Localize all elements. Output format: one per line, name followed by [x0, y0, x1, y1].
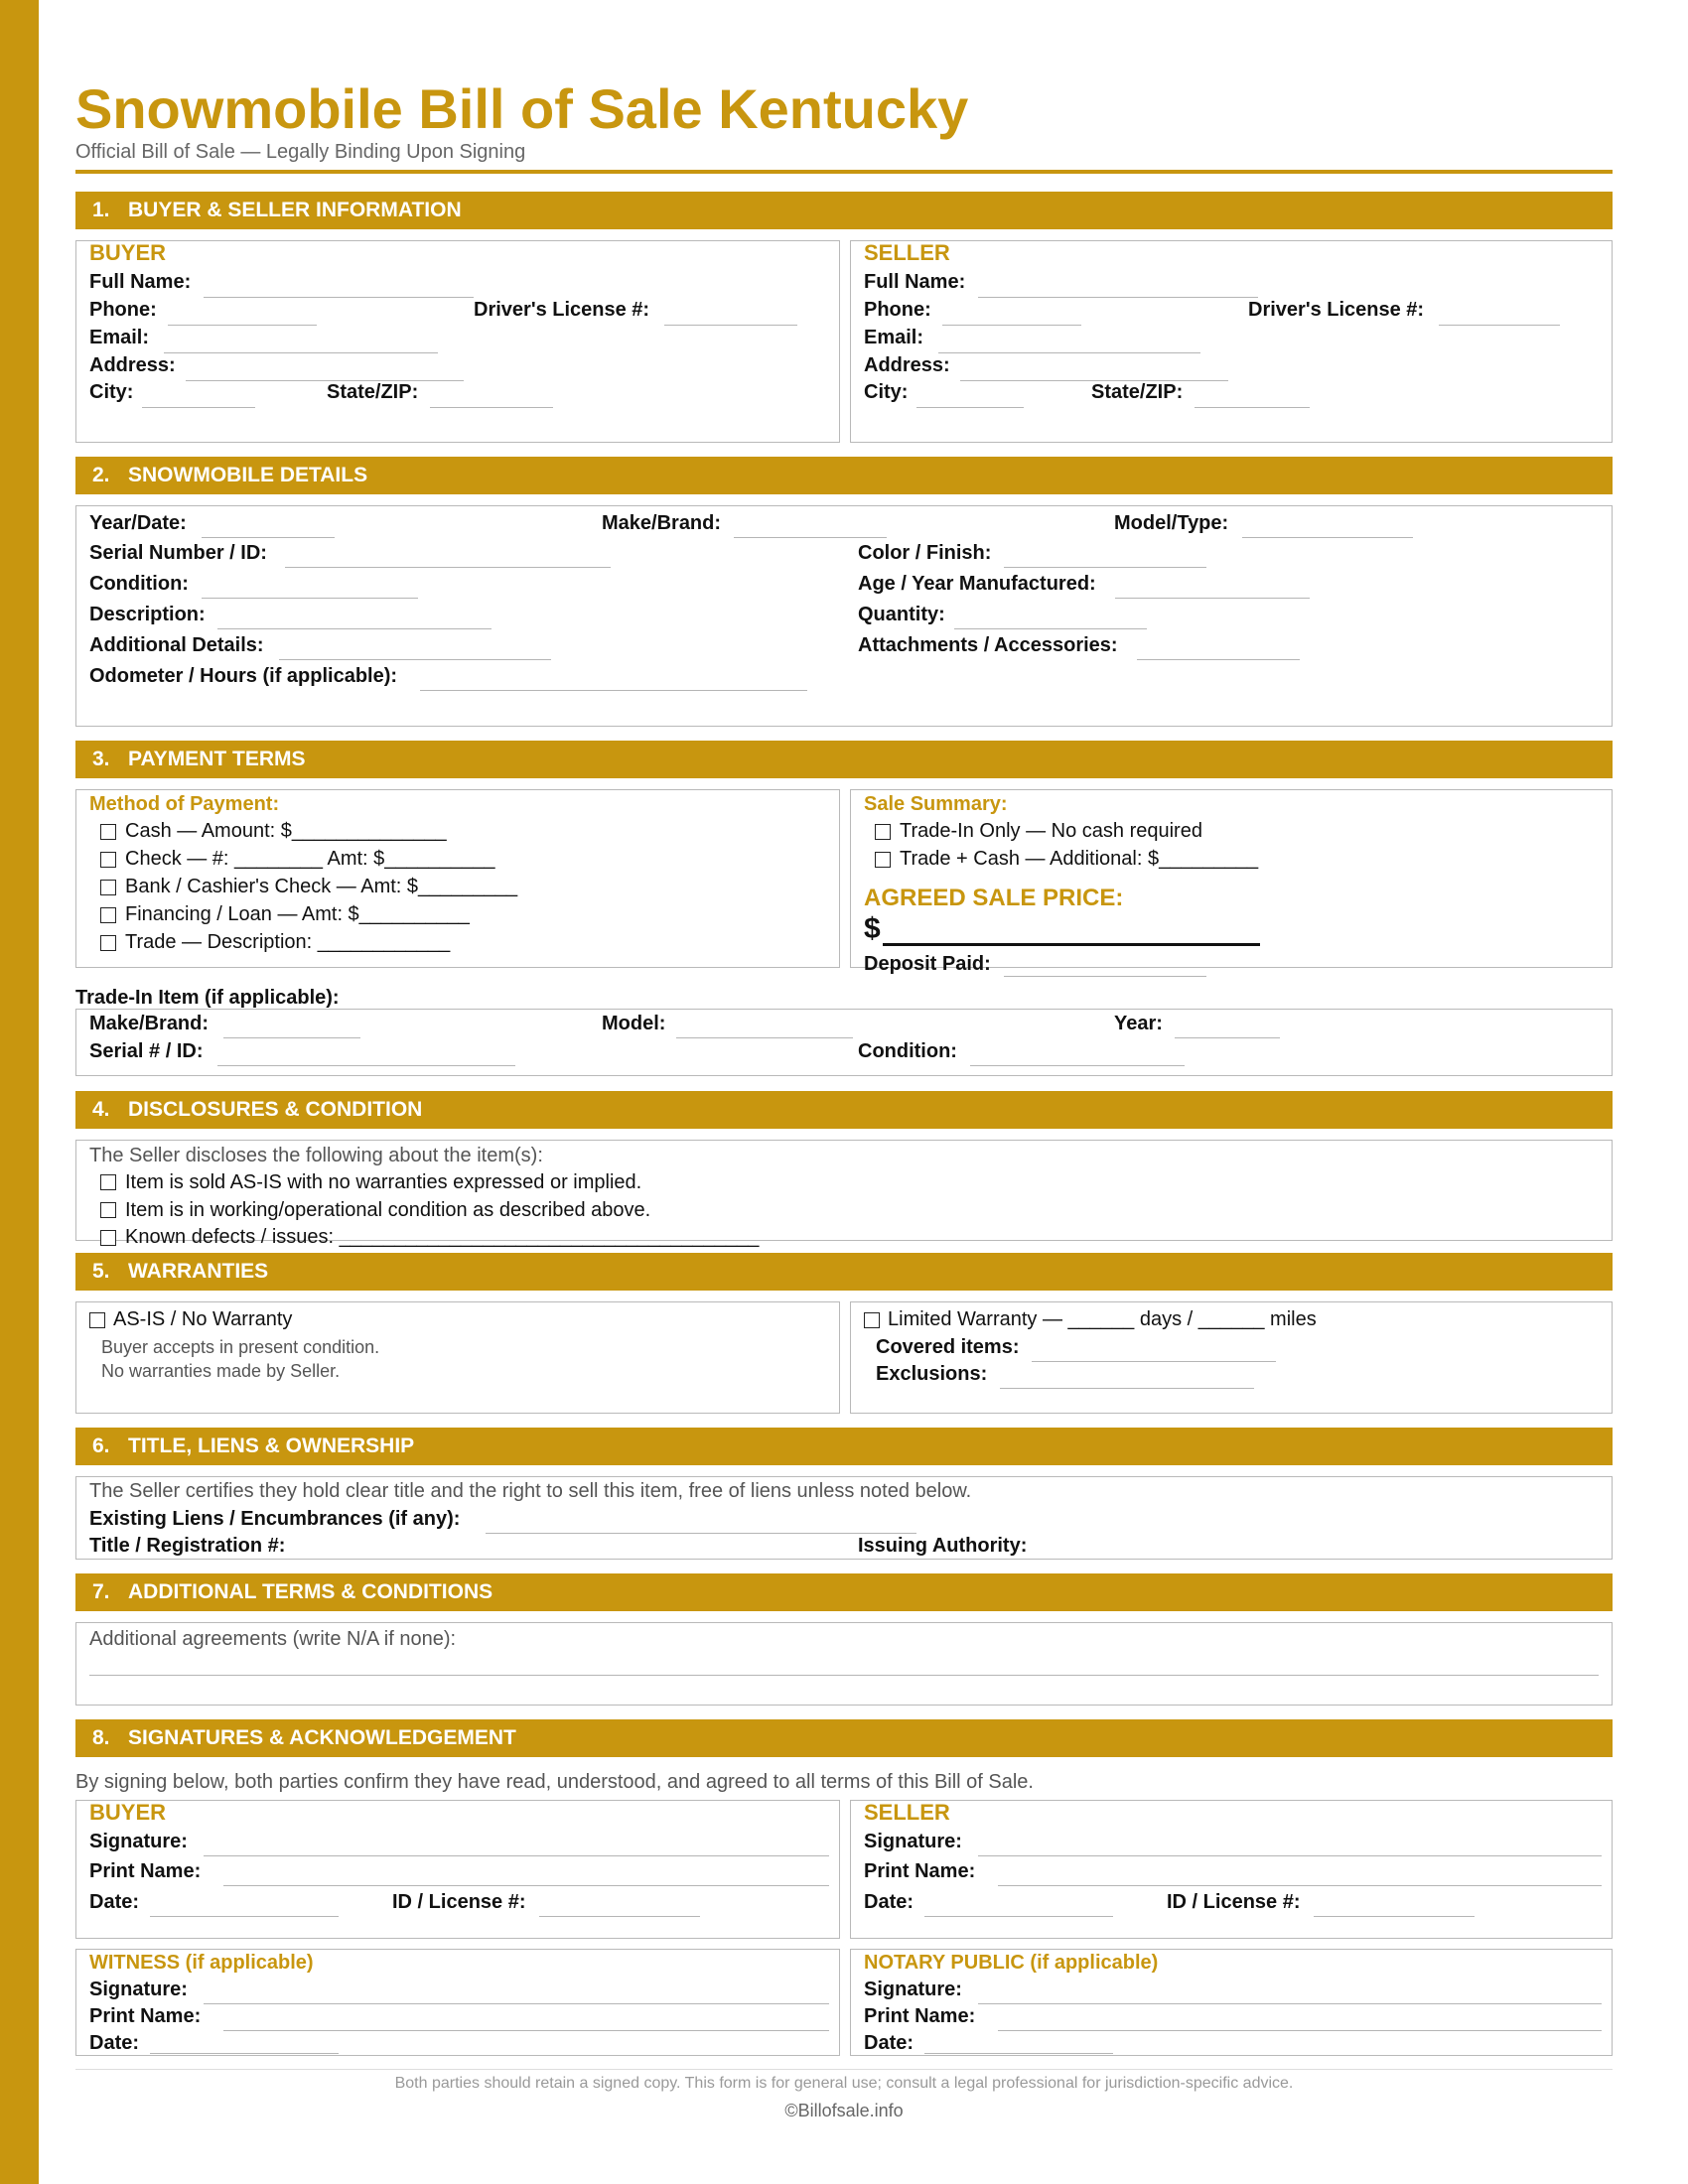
seller-phone-label: Phone: — [864, 299, 931, 321]
seller-license-field[interactable] — [1439, 325, 1560, 326]
section-number: 5. — [92, 1260, 110, 1283]
section-number: 6. — [92, 1434, 110, 1457]
buyer-license-label: Driver's License #: — [474, 299, 650, 321]
buyer-city-label: City: — [89, 381, 134, 403]
section-title: WARRANTIES — [128, 1260, 269, 1283]
section-7-header — [75, 1573, 1613, 1611]
section-4-header — [75, 1091, 1613, 1129]
as-is-warranty-label: AS-IS / No Warranty — [113, 1308, 293, 1330]
witness-print-name-field[interactable] — [223, 2030, 829, 2031]
document-title: Snowmobile Bill of Sale Kentucky — [75, 77, 969, 140]
trade-plus-cash-checkbox[interactable] — [875, 852, 891, 868]
buyer-id-label: ID / License #: — [392, 1891, 526, 1913]
seller-email-field[interactable] — [938, 352, 1200, 353]
seller-info-box — [850, 240, 1613, 443]
tradein-serial-field[interactable] — [217, 1065, 515, 1066]
buyer-email-label: Email: — [89, 327, 150, 348]
left-accent-stripe — [0, 0, 39, 2184]
make-label: Make/Brand: — [602, 512, 722, 534]
buyer-info-box — [75, 240, 840, 443]
age-field[interactable] — [1115, 598, 1310, 599]
buyer-state-zip-label: State/ZIP: — [327, 381, 419, 403]
exclusions-field[interactable] — [1000, 1388, 1254, 1389]
odometer-label: Odometer / Hours (if applicable): — [89, 665, 398, 687]
seller-signature-field[interactable] — [978, 1855, 1602, 1856]
agreed-price-field[interactable] — [883, 943, 1260, 946]
witness-signature-label: Signature: — [89, 1979, 188, 2000]
condition-field[interactable] — [202, 598, 418, 599]
agreed-price-heading: AGREED SALE PRICE: — [864, 885, 1124, 911]
as-is-warranty-checkbox[interactable] — [89, 1312, 105, 1328]
tradein-model-field[interactable] — [676, 1037, 853, 1038]
seller-full-name-label: Full Name: — [864, 271, 966, 293]
tradein-serial-label: Serial # / ID: — [89, 1040, 204, 1062]
buyer-phone-label: Phone: — [89, 299, 157, 321]
notary-print-name-label: Print Name: — [864, 2005, 976, 2027]
tradein-model-label: Model: — [602, 1013, 666, 1034]
section-title: PAYMENT TERMS — [128, 748, 306, 770]
as-is-note-2: No warranties made by Seller. — [101, 1361, 341, 1381]
buyer-date-field[interactable] — [150, 1916, 339, 1917]
notary-signature-box — [850, 1949, 1613, 2056]
section-8-header — [75, 1719, 1613, 1757]
section-title: DISCLOSURES & CONDITION — [128, 1098, 423, 1121]
section-number: 4. — [92, 1098, 110, 1121]
trade-in-only-label: Trade-In Only — No cash required — [900, 820, 1202, 842]
buyer-full-name-field[interactable] — [204, 297, 474, 298]
cash-option-label: Cash — Amount: $______________ — [125, 820, 447, 842]
quantity-field[interactable] — [954, 628, 1147, 629]
buyer-full-name-label: Full Name: — [89, 271, 192, 293]
trade-checkbox[interactable] — [100, 935, 116, 951]
registration-label: Title / Registration #: — [89, 1535, 286, 1557]
seller-state-zip-label: State/ZIP: — [1091, 381, 1184, 403]
model-field[interactable] — [1242, 537, 1413, 538]
seller-signature-heading: SELLER — [864, 1800, 950, 1825]
trade-in-only-checkbox[interactable] — [875, 824, 891, 840]
buyer-heading: BUYER — [89, 240, 167, 265]
buyer-signature-label: Signature: — [89, 1831, 188, 1852]
seller-id-field[interactable] — [1314, 1916, 1475, 1917]
limited-warranty-label: Limited Warranty — ______ days / ______ miles — [888, 1308, 1317, 1330]
buyer-print-name-label: Print Name: — [89, 1860, 202, 1882]
witness-signature-field[interactable] — [204, 2003, 829, 2004]
buyer-address-field[interactable] — [186, 380, 464, 381]
description-label: Description: — [89, 604, 206, 625]
notary-heading: NOTARY PUBLIC (if applicable) — [864, 1952, 1159, 1974]
seller-city-label: City: — [864, 381, 909, 403]
tradein-condition-label: Condition: — [858, 1040, 957, 1062]
section-number: 3. — [92, 748, 110, 770]
as-is-disclosure-label: Item is sold AS-IS with no warranties expressed or implied. — [125, 1171, 642, 1193]
sale-summary-heading: Sale Summary: — [864, 793, 1008, 815]
quantity-label: Quantity: — [858, 604, 945, 625]
working-condition-label: Item is in working/operational condition as described above. — [125, 1199, 651, 1221]
tradein-box — [75, 1009, 1613, 1076]
trade-plus-cash-label: Trade + Cash — Additional: $_________ — [900, 848, 1259, 870]
notary-signature-label: Signature: — [864, 1979, 962, 2000]
seller-signature-label: Signature: — [864, 1831, 962, 1852]
buyer-signature-box — [75, 1800, 840, 1939]
section-3-header — [75, 741, 1613, 778]
existing-liens-label: Existing Liens / Encumbrances (if any): — [89, 1508, 461, 1530]
payment-method-heading: Method of Payment: — [89, 793, 280, 815]
seller-city-field[interactable] — [916, 407, 1024, 408]
additional-terms-field[interactable] — [89, 1675, 1599, 1676]
buyer-signature-heading: BUYER — [89, 1800, 167, 1825]
section-number: 8. — [92, 1726, 110, 1749]
tradein-year-field[interactable] — [1175, 1037, 1280, 1038]
existing-liens-field[interactable] — [486, 1533, 916, 1534]
seller-state-zip-field[interactable] — [1195, 407, 1310, 408]
buyer-signature-field[interactable] — [204, 1855, 829, 1856]
trade-option-label: Trade — Description: ____________ — [125, 931, 451, 953]
payment-method-box — [75, 789, 840, 968]
document-subtitle: Official Bill of Sale — Legally Binding Upon Signing — [75, 141, 526, 163]
witness-date-field[interactable] — [150, 2053, 339, 2054]
financing-checkbox[interactable] — [100, 907, 116, 923]
additional-details-label: Additional Details: — [89, 634, 264, 656]
buyer-print-name-field[interactable] — [223, 1885, 829, 1886]
limited-warranty-checkbox[interactable] — [864, 1312, 880, 1328]
seller-license-label: Driver's License #: — [1248, 299, 1425, 321]
covered-items-field[interactable] — [1032, 1361, 1276, 1362]
deposit-field[interactable] — [1004, 976, 1206, 977]
buyer-state-zip-field[interactable] — [430, 407, 553, 408]
footer-copyright: ©Billofsale.info — [784, 2101, 904, 2120]
as-is-disclosure-checkbox[interactable] — [100, 1174, 116, 1190]
check-checkbox[interactable] — [100, 852, 116, 868]
exclusions-label: Exclusions: — [876, 1363, 988, 1385]
tradein-heading: Trade-In Item (if applicable): — [75, 987, 340, 1009]
seller-date-label: Date: — [864, 1891, 914, 1913]
notary-print-name-field[interactable] — [998, 2030, 1602, 2031]
make-field[interactable] — [734, 537, 887, 538]
section-title: BUYER & SELLER INFORMATION — [128, 199, 462, 221]
footer-divider — [75, 2069, 1613, 2070]
working-condition-checkbox[interactable] — [100, 1202, 116, 1218]
tradein-condition-field[interactable] — [970, 1065, 1185, 1066]
known-defects-label: Known defects / issues: ______________________________________ — [125, 1226, 760, 1248]
title-liens-box — [75, 1476, 1613, 1560]
price-dollar-sign: $ — [864, 912, 881, 945]
section-1-header — [75, 192, 1613, 229]
seller-full-name-field[interactable] — [978, 297, 1258, 298]
disclosures-box — [75, 1140, 1613, 1248]
additional-details-field[interactable] — [279, 659, 551, 660]
serial-label: Serial Number / ID: — [89, 542, 267, 564]
deposit-label: Deposit Paid: — [864, 953, 991, 975]
serial-field[interactable] — [285, 567, 611, 568]
title-certify-text: The Seller certifies they hold clear title and the right to sell this item, free of liens unless noted below. — [89, 1480, 972, 1502]
color-label: Color / Finish: — [858, 542, 992, 564]
description-field[interactable] — [217, 628, 492, 629]
buyer-license-field[interactable] — [664, 325, 797, 326]
buyer-phone-field[interactable] — [168, 325, 317, 326]
snowmobile-details-box — [75, 505, 1613, 727]
as-is-warranty-box — [75, 1301, 840, 1414]
as-is-note-1: Buyer accepts in present condition. — [101, 1337, 380, 1357]
year-field[interactable] — [202, 537, 335, 538]
year-label: Year/Date: — [89, 512, 187, 534]
buyer-date-label: Date: — [89, 1891, 140, 1913]
seller-id-label: ID / License #: — [1167, 1891, 1301, 1913]
section-6-header — [75, 1428, 1613, 1465]
tradein-year-label: Year: — [1114, 1013, 1163, 1034]
seller-heading: SELLER — [864, 240, 950, 265]
seller-phone-field[interactable] — [942, 325, 1081, 326]
attachments-label: Attachments / Accessories: — [858, 634, 1118, 656]
additional-terms-box — [75, 1622, 1613, 1706]
buyer-id-field[interactable] — [539, 1916, 700, 1917]
seller-date-field[interactable] — [924, 1916, 1113, 1917]
model-label: Model/Type: — [1114, 512, 1229, 534]
witness-signature-box — [75, 1949, 840, 2056]
color-field[interactable] — [1004, 567, 1206, 568]
financing-option-label: Financing / Loan — Amt: $__________ — [125, 903, 470, 925]
additional-terms-label: Additional agreements (write N/A if none): — [89, 1628, 457, 1650]
seller-address-label: Address: — [864, 354, 950, 376]
age-label: Age / Year Manufactured: — [858, 573, 1096, 595]
seller-print-name-label: Print Name: — [864, 1860, 976, 1882]
notary-date-label: Date: — [864, 2032, 914, 2054]
notary-signature-field[interactable] — [978, 2003, 1602, 2004]
section-title: ADDITIONAL TERMS & CONDITIONS — [128, 1580, 493, 1603]
cash-checkbox[interactable] — [100, 824, 116, 840]
section-5-header — [75, 1253, 1613, 1291]
title-rule — [75, 170, 1613, 174]
section-title: TITLE, LIENS & OWNERSHIP — [128, 1434, 415, 1457]
witness-print-name-label: Print Name: — [89, 2005, 202, 2027]
seller-email-label: Email: — [864, 327, 924, 348]
section-2-header — [75, 457, 1613, 494]
section-number: 1. — [92, 199, 110, 221]
sale-summary-box — [850, 789, 1613, 975]
witness-heading: WITNESS (if applicable) — [89, 1952, 314, 1974]
attachments-field[interactable] — [1137, 659, 1300, 660]
witness-date-label: Date: — [89, 2032, 140, 2054]
issuing-authority-label: Issuing Authority: — [858, 1535, 1028, 1557]
buyer-email-field[interactable] — [164, 352, 438, 353]
odometer-field[interactable] — [420, 690, 807, 691]
buyer-city-field[interactable] — [142, 407, 255, 408]
notary-date-field[interactable] — [924, 2053, 1113, 2054]
signatures-intro: By signing below, both parties confirm they have read, understood, and agreed to all terms of this Bill of Sale. — [75, 1771, 1034, 1793]
section-number: 2. — [92, 464, 110, 486]
condition-label: Condition: — [89, 573, 189, 595]
seller-print-name-field[interactable] — [998, 1885, 1602, 1886]
footer-note: Both parties should retain a signed copy. This form is for general use; consult a legal professional for jurisdiction-specific advice. — [394, 2075, 1294, 2092]
seller-signature-box — [850, 1800, 1613, 1939]
section-number: 7. — [92, 1580, 110, 1603]
check-option-label: Check — #: ________ Amt: $__________ — [125, 848, 495, 870]
bank-check-checkbox[interactable] — [100, 880, 116, 895]
tradein-make-label: Make/Brand: — [89, 1013, 210, 1034]
buyer-address-label: Address: — [89, 354, 176, 376]
section-title: SIGNATURES & ACKNOWLEDGEMENT — [128, 1726, 516, 1749]
disclosures-intro: The Seller discloses the following about the item(s): — [89, 1145, 543, 1166]
tradein-make-field[interactable] — [223, 1037, 360, 1038]
bank-check-option-label: Bank / Cashier's Check — Amt: $_________ — [125, 876, 518, 897]
known-defects-checkbox[interactable] — [100, 1230, 116, 1246]
section-title: SNOWMOBILE DETAILS — [128, 464, 368, 486]
limited-warranty-box — [850, 1301, 1613, 1414]
covered-items-label: Covered items: — [876, 1336, 1020, 1358]
